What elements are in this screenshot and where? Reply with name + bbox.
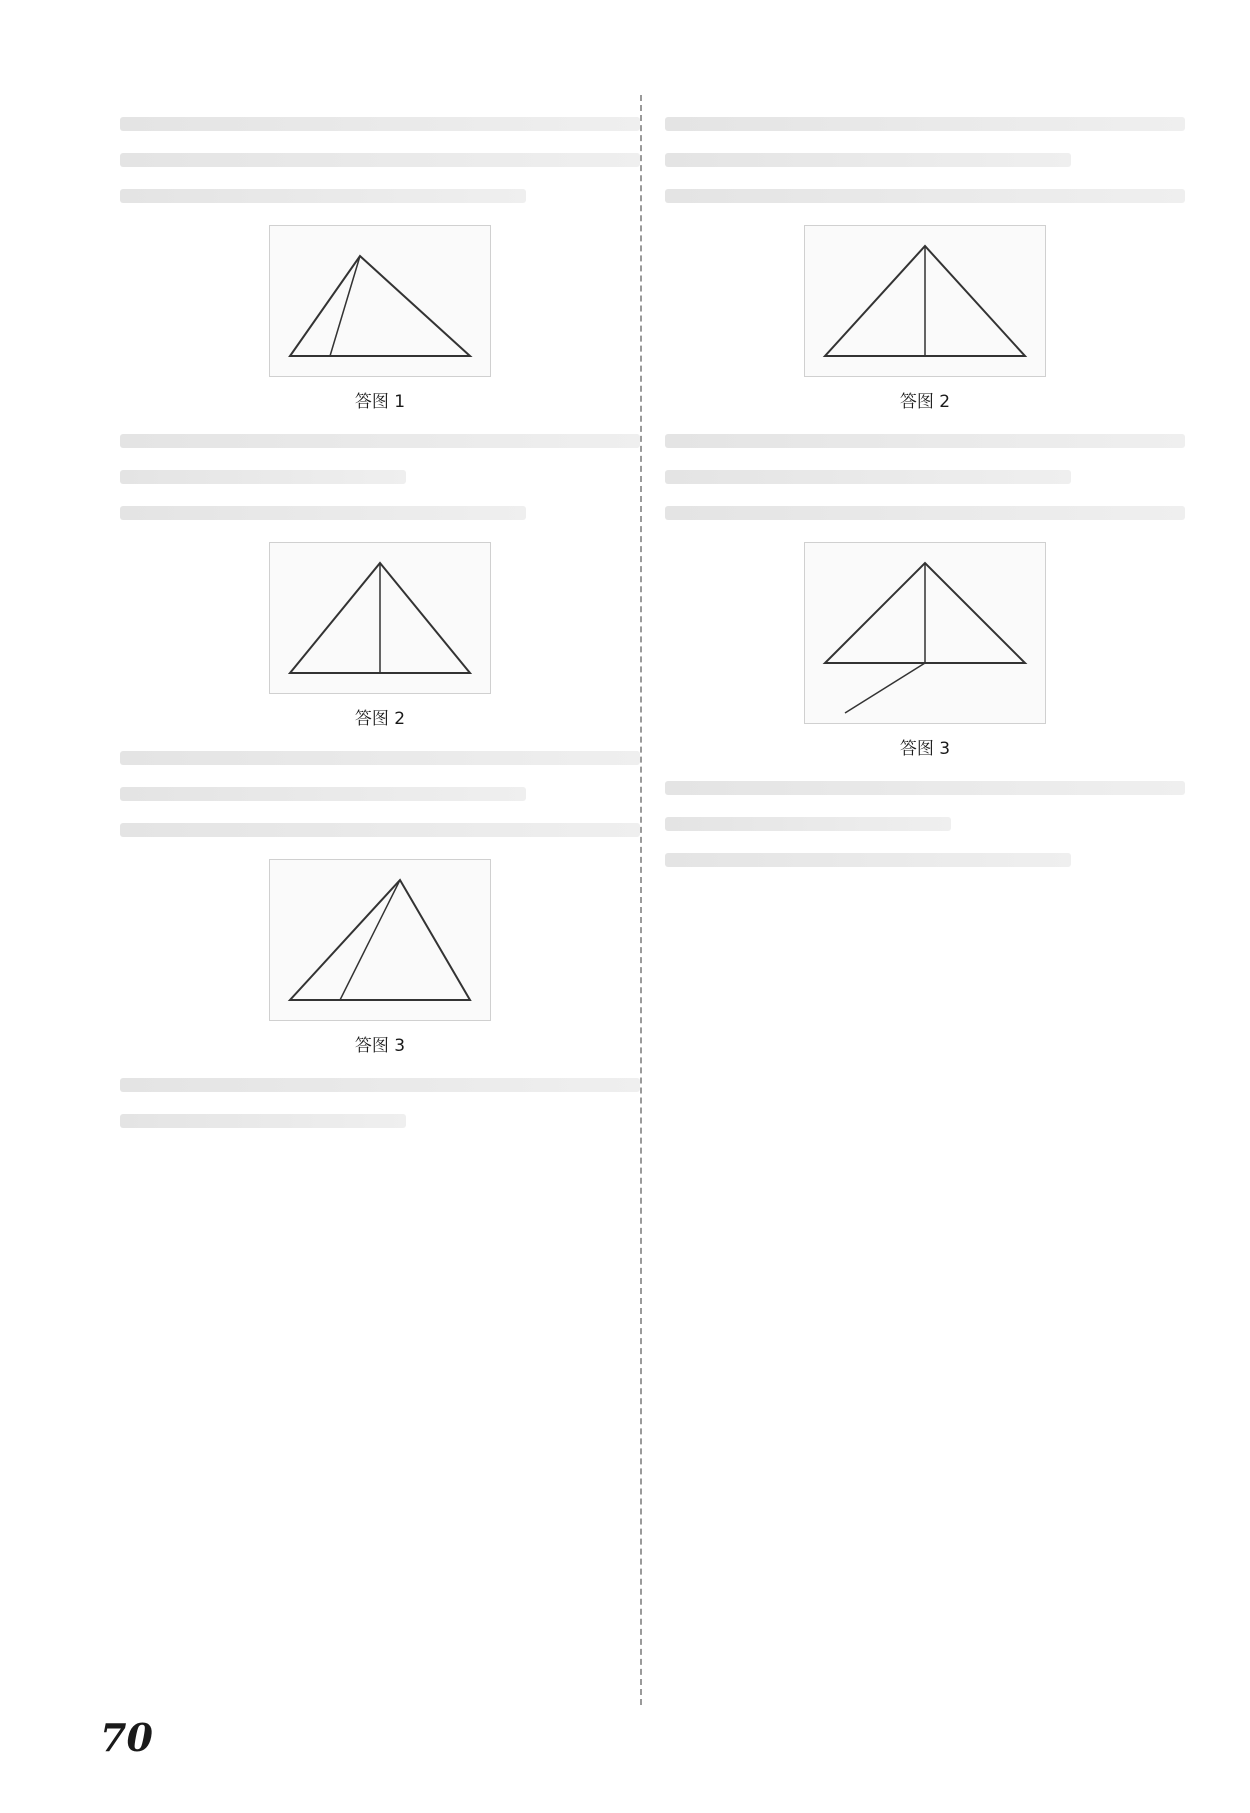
text-line-placeholder xyxy=(120,470,406,484)
text-line-placeholder xyxy=(665,153,1071,167)
figure-caption: 答图 3 xyxy=(354,1036,406,1056)
text-line-placeholder xyxy=(120,751,640,765)
left-column xyxy=(120,95,640,1150)
triangle-diagram-icon xyxy=(805,226,1045,376)
text-line-placeholder xyxy=(120,189,526,203)
figure-caption: 答图 2 xyxy=(899,392,951,412)
geometry-figure xyxy=(269,859,491,1021)
geometry-figure xyxy=(269,542,491,694)
text-line-placeholder xyxy=(120,1114,406,1128)
text-line-placeholder xyxy=(120,117,640,131)
geometry-figure xyxy=(804,542,1046,724)
text-line-placeholder xyxy=(665,781,1185,795)
geometry-figure xyxy=(804,225,1046,377)
page-number: 70 xyxy=(100,1715,153,1760)
text-line-placeholder xyxy=(120,506,526,520)
triangle-diagram-icon xyxy=(805,543,1045,723)
text-line-placeholder xyxy=(665,470,1071,484)
right-column xyxy=(665,95,1185,889)
geometry-figure xyxy=(269,225,491,377)
text-line-placeholder xyxy=(120,823,640,837)
triangle-diagram-icon xyxy=(270,226,490,376)
text-line-placeholder xyxy=(665,117,1185,131)
figure-caption: 答图 1 xyxy=(354,392,406,412)
text-line-placeholder xyxy=(120,787,526,801)
text-line-placeholder xyxy=(120,1078,640,1092)
text-line-placeholder xyxy=(665,506,1185,520)
triangle-diagram-icon xyxy=(270,860,490,1020)
text-line-placeholder xyxy=(665,853,1071,867)
text-line-placeholder xyxy=(665,189,1185,203)
column-divider xyxy=(640,95,642,1705)
figure-caption: 答图 3 xyxy=(899,739,951,759)
figure-caption: 答图 2 xyxy=(354,709,406,729)
triangle-diagram-icon xyxy=(270,543,490,693)
text-line-placeholder xyxy=(120,153,640,167)
text-line-placeholder xyxy=(665,434,1185,448)
text-line-placeholder xyxy=(120,434,640,448)
text-line-placeholder xyxy=(665,817,951,831)
